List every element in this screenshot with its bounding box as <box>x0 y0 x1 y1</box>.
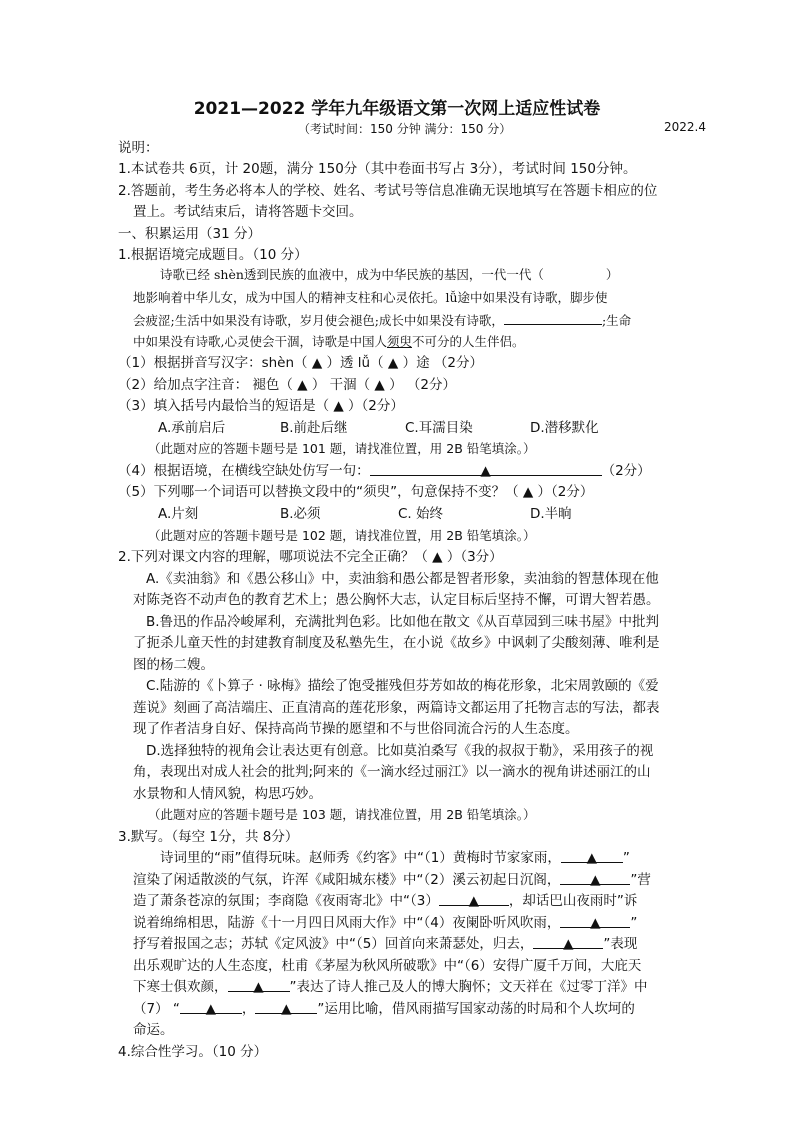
q3-text: ”表现 <box>603 936 638 952</box>
q2-option-b-line-1[interactable]: B.鲁迅的作品冷峻犀利，充满批判色彩。比如他在散文《从百草园到三味书屋》中批判 <box>146 614 660 630</box>
answer-blank-6[interactable] <box>228 977 290 995</box>
q3-text: ” <box>622 850 630 866</box>
question-2-heading: 2.下列对课文内容的理解，哪项说法不完全正确？（ ▲ ）（3分） <box>118 549 503 565</box>
q3-line-5 <box>133 934 637 954</box>
passage-text: ;生命 <box>601 313 632 328</box>
q2-option-d-line-3: 水景物和人情风貌，构思巧妙。 <box>133 786 322 802</box>
placeholder-mark: ▲ <box>563 936 574 952</box>
q3-line-8 <box>133 999 635 1019</box>
option-b[interactable]: B.必须 <box>280 506 321 522</box>
answer-blank-2[interactable] <box>560 870 630 888</box>
q2-option-c-line-3: 现了作者洁身自好、保持高尚节操的愿望和不与世俗同流合污的人生态度。 <box>133 721 579 737</box>
exam-subtitle: （考试时间：150 分钟 满分：150 分） <box>298 122 512 136</box>
option-b[interactable]: B.前赴后继 <box>280 420 348 436</box>
underlined-word: 须臾 <box>386 334 412 349</box>
q1-sub-4-score: （2分） <box>601 463 651 479</box>
q3-line-2 <box>133 870 651 890</box>
option-a[interactable]: A.承前启后 <box>158 420 226 436</box>
q3-text: 抒写着报国之志；苏轼《定风波》中“（5）回首向来萧瑟处，归去， <box>133 936 534 952</box>
passage-text: 不可分的人生伴侣。 <box>412 334 525 349</box>
option-a[interactable]: A.片刻 <box>158 506 199 522</box>
q3-text: 渲染了闲适散淡的气氛，许浑《咸阳城东楼》中“（2）溪云初起日沉阁， <box>133 872 561 888</box>
q1-sub-5: （5）下列哪一个词语可以替换文段中的“须臾”，句意保持不变？（ ▲ ）（2分） <box>118 484 594 500</box>
passage-text: 诗歌已经 shèn透到民族的血液中，成为中华民族的基因，一代一代（ <box>160 267 544 282</box>
q3-text: ”运用比喻，借风雨描写国家动荡的时局和个人坎坷的 <box>317 1001 635 1017</box>
placeholder-mark: ▲ <box>253 979 264 995</box>
answer-blank-7a[interactable] <box>180 999 242 1017</box>
instructions-heading: 说明： <box>118 140 159 156</box>
answer-blank-5[interactable] <box>533 934 603 952</box>
option-d[interactable]: D.半晌 <box>530 506 572 522</box>
passage-text: ） <box>605 267 619 282</box>
passage-text: 会疲涩;生活中如果没有诗歌，岁月使会褪色;成长中如果没有诗歌， <box>133 313 504 328</box>
instruction-item-2a: 2.答题前，考生务必将本人的学校、姓名、考试号等信息准确无误地填写在答题卡相应的位 <box>118 183 658 199</box>
q3-line-7 <box>133 977 648 997</box>
answer-blank-1[interactable] <box>561 848 623 866</box>
option-c[interactable]: C. 始终 <box>398 506 444 522</box>
answer-blank[interactable] <box>504 310 602 325</box>
passage-line-4 <box>133 332 525 352</box>
q3-line-3 <box>133 891 637 911</box>
instruction-item-2b: 置上。考试结束后，请将答题卡交回。 <box>133 204 363 220</box>
placeholder-mark: ▲ <box>205 1001 217 1017</box>
passage-text: 中如果没有诗歌,心灵使会干涸，诗歌是中国人 <box>133 334 387 349</box>
q3-text: 造了萧条苍凉的氛围；李商隐《夜雨寄北》中“（3） <box>133 893 439 909</box>
q3-line-9: 命运。 <box>133 1022 174 1038</box>
q3-text: 诗词里的“雨”值得玩味。赵师秀《约客》中“（1）黄梅时节家家雨， <box>160 850 561 866</box>
q2-option-a-line-1[interactable]: A.《卖油翁》和《愚公移山》中，卖油翁和愚公都是智者形象，卖油翁的智慧体现在他 <box>146 571 659 587</box>
option-d[interactable]: D.潜移默化 <box>530 420 599 436</box>
q3-text: 下寒士俱欢颜， <box>133 979 228 995</box>
placeholder-mark: ▲ <box>468 893 480 909</box>
q1-sub-4 <box>118 461 651 481</box>
placeholder-mark: ▲ <box>480 463 491 479</box>
passage-line-1 <box>160 265 618 285</box>
placeholder-mark: ▲ <box>586 850 598 866</box>
exam-title: 2021—2022 学年九年级语文第一次网上适应性试卷 <box>193 99 601 119</box>
q3-line-6: 出乐观旷达的人生态度，杜甫《茅屋为秋风所破歌》中“（6）安得广厦千万间，大庇天 <box>133 958 642 974</box>
q3-text: （7） “ <box>133 1001 180 1017</box>
q2-option-a-line-2: 对陈尧咨不动声色的教育艺术上；愚公胸怀大志，认定目标后坚持不懈，可谓大智若愚。 <box>133 592 660 608</box>
exam-date: 2022.4 <box>664 120 706 134</box>
q2-option-b-line-3: 图的杨二嫂。 <box>133 657 214 673</box>
q3-text: ”营 <box>630 872 651 888</box>
q2-option-b-line-2: 了扼杀儿童天性的封建教育制度及私塾先生，在小说《故乡》中讽刺了尖酸刻薄、唯利是 <box>133 635 660 651</box>
q3-text: 说着绵绵相思，陆游《十一月四日风雨大作》中“（4）夜阑卧听风吹雨， <box>133 915 561 931</box>
placeholder-mark: ▲ <box>281 1001 292 1017</box>
q1-sub-3: （3）填入括号内最恰当的短语是（ ▲ ）（2分） <box>118 398 404 414</box>
q3-text: ” <box>630 915 638 931</box>
q2-option-d-line-2: 角，表现出对成人社会的批判;阿来的《一滴水经过丽江》以一滴水的视角讲述丽江的山 <box>133 764 651 780</box>
section-heading: 一、积累运用（31 分） <box>118 226 261 242</box>
question-4-heading: 4.综合性学习。（10 分） <box>118 1044 268 1060</box>
q3-text: ”表达了诗人推己及人的博大胸怀；文天祥在《过零丁洋》中 <box>289 979 648 995</box>
placeholder-mark: ▲ <box>590 872 601 888</box>
q1-sub-4-prompt: （4）根据语境，在横线空缺处仿写一句： <box>118 463 370 479</box>
q3-text: ，却话巴山夜雨时”诉 <box>508 893 638 909</box>
q2-option-c-line-1[interactable]: C.陆游的《卜算子 · 咏梅》描绘了饱受摧残但芬芳如故的梅花形象，北宋周敦颐的《爱 <box>146 678 659 694</box>
q2-option-d-line-1[interactable]: D.选择独特的视角会让表达更有创意。比如莫泊桑写《我的叔叔于勒》，采用孩子的视 <box>146 743 654 759</box>
q2-option-c-line-2: 莲说》刻画了高洁端庄、正直清高的莲花形象，两篇诗文都运用了托物言志的写法，都表 <box>133 700 660 716</box>
answer-card-note-101: （此题对应的答题卡题号是 101 题，请找准位置，用 2B 铅笔填涂。） <box>148 441 536 456</box>
q3-line-4 <box>133 913 637 933</box>
answer-blank-7b[interactable] <box>255 999 317 1017</box>
answer-blank[interactable] <box>370 461 602 479</box>
passage-line-3 <box>133 310 631 331</box>
question-3-heading: 3.默写。（每空 1分，共 8分） <box>118 829 299 845</box>
answer-blank-4[interactable] <box>560 913 630 931</box>
q1-sub-2: （2）给加点字注音： 褪色（ ▲ ） 干涸（ ▲ ） （2分） <box>118 377 456 393</box>
q1-sub-1: （1）根据拼音写汉字：shèn（ ▲ ）透 lǚ（ ▲ ）途 （2分） <box>118 355 483 371</box>
answer-blank-3[interactable] <box>439 891 509 909</box>
answer-card-note-102: （此题对应的答题卡题号是 102 题，请找准位置，用 2B 铅笔填涂。） <box>148 528 536 543</box>
placeholder-mark: ▲ <box>590 915 601 931</box>
answer-card-note-103: （此题对应的答题卡题号是 103 题，请找准位置，用 2B 铅笔填涂。） <box>148 807 536 822</box>
option-c[interactable]: C.耳濡目染 <box>405 420 473 436</box>
q3-line-1 <box>160 848 630 868</box>
question-1-heading: 1.根据语境完成题目。（10 分） <box>118 247 308 263</box>
passage-line-2: 地影响着中华儿女，成为中国人的精神支柱和心灵依托。lǚ途中如果没有诗歌，脚步使 <box>133 290 608 305</box>
q3-text: ， <box>241 1001 256 1017</box>
instruction-item-1: 1.本试卷共 6页，计 20题，满分 150分（其中卷面书写占 3分），考试时间 150分钟。 <box>118 161 637 177</box>
